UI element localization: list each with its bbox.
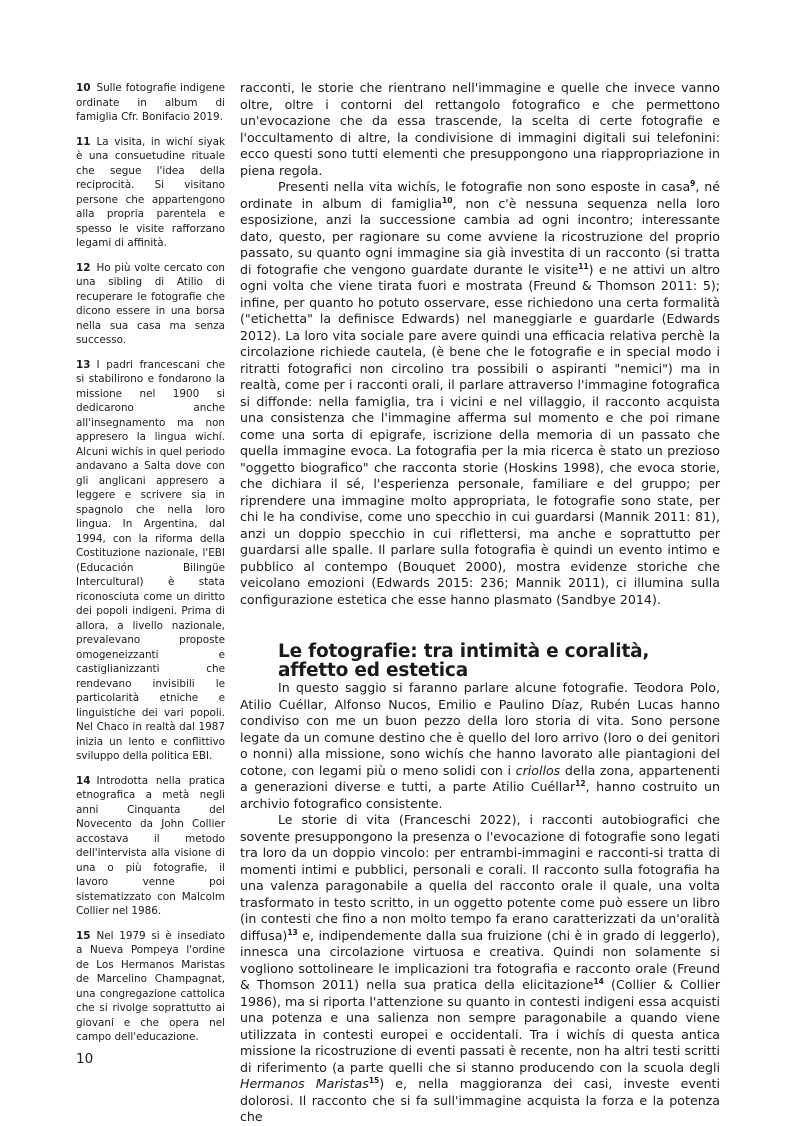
footnote-ref-13[interactable]: 13 [287,927,298,937]
footnote-ref-10[interactable]: 10 [442,195,453,205]
footnote-11: 11 La visita, in wichí siyak è una consuetudine rituale che segue l'idea della reciprocità. Si visitano persone che appartengono alla propria parentela e spesso le visite rafforzano legami di affinità. [76,135,225,249]
footnote-ref-14[interactable]: 14 [593,976,604,986]
page-number: 10 [76,1051,94,1067]
footnotes-column [76,81,225,1055]
footnote-15: 15 Nel 1979 si è insediato a Nueva Pompeya l'ordine de Los Hermanos Maristas de Marcelino Champagnat, una congregazione cattolica che si rivolge soprattutto ai giovani e che opera nel campo dell'educazione. [76,929,225,1043]
footnote-10: 10 Sulle fotografie indigene ordinate in album di famiglia Cfr. Bonifacio 2019. [76,82,225,123]
footnote-ref-15[interactable]: 15 [368,1075,380,1085]
footnote-14: 14 Introdotta nella pratica etnografica a metà negli anni Cinquanta del Novecento da John Collier accostava il metodo dell'intervista alla visione di una o più fotografie, il lavoro venne poi sistematizzato con Malcolm Collier nel 1986. [76,774,225,917]
footnote-13: 13 I padri francescani che si stabilirono e fondarono la missione nel 1900 si dedicarono anche all'insegnamento ma non appresero la lingua wichí. Alcuni wichís in quel periodo andavano a Salta dove con gli anglicani appresero a leggere e scrivere sia in spagnolo che nella loro lingua. In Argentina, dal 1994, con la riforma della Costituzione nazionale, l'EBI (Educación Bilingüe Intercultural) è stata riconosciuta come un diritto dei popoli indigeni. Prima di allora, a livello nazionale, prevalevano proposte omogeneizzanti e castiglianizzanti che rendevano invisibili le particolarità etniche e linguistiche dei vari popoli. Nel Chaco in realtà dal 1987 inizia un lento e conflittivo sviluppo della politica EBI. [76,358,225,762]
footnote-ref-9[interactable]: 9 [690,178,696,188]
section-heading: Le fotografie: tra intimità e coralità, affetto ed estetica [278,641,650,681]
footnote-12: 12 Ho più volte cercato con una sibling di Atilio di recuperare le fotografie che dicono essere in una borsa nella sua casa ma senza successo. [76,261,225,346]
paragraph-1: racconti, le storie che rientrano nell'immagine e quelle che invece vanno oltre, oltre i contorni del rettangolo fotografico e che permettono un'evocazione che da essa trascende, la scelta di certe fotografie e l'occultamento di altre, la condivisione di immagini digitali sui telefonini: ecco questi sono tutti elementi che presuppongono una riappropriazione in piena regola. [240,80,720,178]
paragraph-4: Le storie di vita (Franceschi 2022), i racconti autobiografici che sovente presuppongono la presenza o l'evocazione di fotografie sono legati tra loro da un doppio vincolo: per entrambi-immagini e racconti-si tratta di momenti intimi e pubblici, personali e corali. Il racconto sulla fotografia ha una valenza paragonabile a quella del racconto orale il quale, una volta trasformato in testo scritto, in un oggetto potente come può essere un libro (in contesti che fino a non molto tempo fa erano caratterizzati da un'oralità diffusa)$^{13}$ e, indipendemente dalla sua fruizione (chi è in grado di leggerlo), innesca una circolazione virtuosa e creativa. Quindi non solamente si vogliono sottolineare le implicazioni tra fotografia e racconto orale (Freund & Thomson 2011) nella sua pratica della elicitazione$^{14}$ (Collier & Collier 1986), ma si riporta l'attenzione su quanto in contesti indigeni essa acquisti una potenza e una salienza non sempre paragonabile a quando viene utilizzata in contesti europei e occidentali. Tra i wichís di questa antica missione la ricostruzione di eventi passati è recente, non ha altri testi scritti di riferimento (a parte quelli che si stanno producendo con la scuola degli Hermanos Maristas$^{15}$) e, nella maggioranza dei casi, investe eventi dolorosi. Il racconto che si fa sull'immagine acquista la forza e la potenza che [240,812,720,1124]
footnote-ref-12[interactable]: 12 [575,778,586,788]
body-text [240,80,720,1126]
paragraph-3: In questo saggio si faranno parlare alcune fotografie. Teodora Polo, Atilio Cuéllar, Alfonso Nucos, Emilio e Paulino Díaz, Rubén Lucas hanno condiviso con me un buon pezzo della loro storia di vita. Sono persone legate da un comune destino che è quello del loro arrivo (loro o dei genitori o nonni) alla missione, sono wichís che hanno lavorato alle piantagioni del cotone, con legami più o meno solidi con i criollos della zona, appartenenti a generazioni diverse e tutti, a parte Atilio Cuéllar$^{12}$, hanno costruito un archivio fotografico consistente. [240,680,720,811]
footnote-ref-11[interactable]: 11 [578,261,589,271]
paragraph-2: Presenti nella vita wichís, le fotografie non sono esposte in casa$^9$, né ordinate in album di famiglia$^{10}$, non c'è nessuna sequenza nella loro esposizione, anzi la successione cambia ad ogni incontro; interessante dato, questo, per ragionare su come avviene la ricostruzione del proprio passato, su quanto ogni immagine sia già investita di un racconto (si tratta di fotografie che vengono guardate durante le visite$^{11}$) e ne attivi un altro ogni volta che viene tirata fuori e mostrata (Freund & Thomson 2011: 5); infine, per quanto ho potuto osservare, esse richiedono una certa formalità ("etichetta" la definisce Edwards) nel maneggiarle e guardarle (Edwards 2012). La loro vita sociale pare avere quindi una efficacia relativa perchè la circolazione richiede cautela, (è bene che le fotografie e in special modo i ritratti fotografici non circolino tra possibili o aspiranti "nemici") ma in realtà, come per i racconti orali, il parlare attraverso l'immagine fotografica si diffonde: nella famiglia, tra i vicini e nel villaggio, il racconto acquista una consistenza che l'immagine afferma sul momento e che poi rimane come una sorta di epigrafe, iscrizione della memoria di un passato che quella immagine evoca. La fotografia per la mia ricerca è stato un prezioso "oggetto biografico" che racconta storie (Hoskins 1998), che evoca storie, che dichiara il sé, l'esperienza personale, familiare e del gruppo; per riprendere una immagine molto appropriata, le fotografie sono state, per chi le ha condivise, come uno specchio in cui guardarsi (Mannik 2011: 81), anzi un doppio specchio in cui riflettersi, ma anche e soprattutto per guardarsi alle spalle. Il parlare sulla fotografia è quindi un evento intimo e pubblico al contempo (Bouquet 2000), mostra evidenze storiche che veicolano emozioni (Edwards 2015: 236; Mannik 2011), ci illumina sulla configurazione estetica che esse hanno plasmato (Sandbye 2014). [240,178,720,607]
